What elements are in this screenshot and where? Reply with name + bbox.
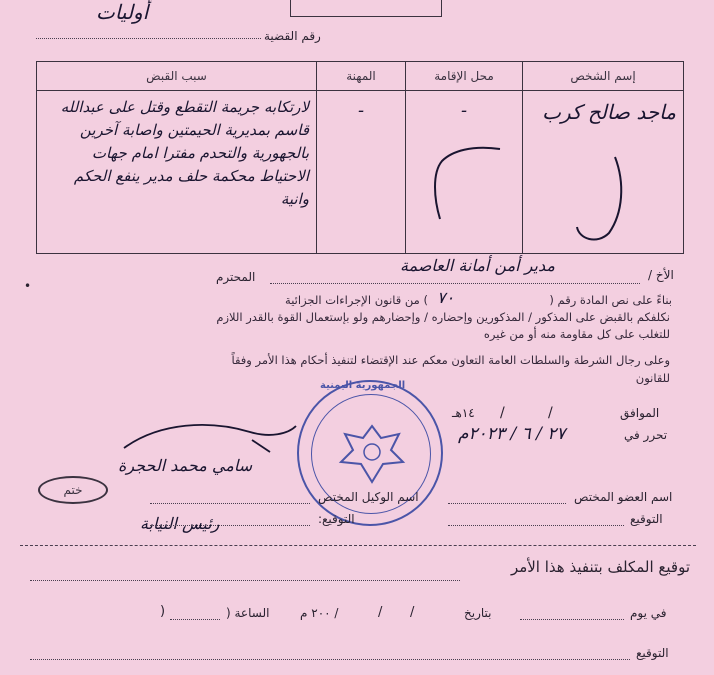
execution-title: توقيع المكلف بتنفيذ هذا الأمر [510,558,690,576]
cell-residence [406,91,523,254]
header-box [290,0,442,17]
execution-title-dots [30,580,460,581]
official-seal [297,380,443,526]
prosecutor-signature-label: التوقيع: [318,512,355,526]
stamp-oval: ختم [38,476,108,504]
header-fragment: أوليات [96,0,149,24]
cell-arrest-reason [37,91,317,254]
prosecutor-label: اسم الوكيل المختص [318,490,419,504]
person-cell-scribble [563,153,633,243]
body-line2: نكلفكم بالقبض على المذكور / المذكورين وإحضاره / وإحضارهم ولو بإستعمال القوة بالقدر اللازم [216,310,670,324]
execution-year: / ٢٠٠ م [300,606,339,620]
hijri-suffix: ١٤هـ [452,406,475,420]
article-number: ٧٠ [437,288,455,307]
arrest-table [36,61,684,254]
execution-day-dots [520,619,624,620]
body-line1-pre: بناءً على نص المادة رقم ( [549,293,672,307]
body-line4: وعلى رجال الشرطة والسلطات العامة التعاون معكم عند الإقتضاء لتنفيذ أحكام هذا الأمر وفقاً [231,353,670,367]
cell-profession [317,91,406,254]
execution-time-dots [170,619,220,620]
issued-date: ٢٧ / ٦ / ٢٠٢٣م [458,424,566,444]
margin-dot: • [24,279,32,293]
member-signature-label: التوقيع [630,512,663,526]
header-arrest-reason: سبب القبض [37,62,317,91]
person-name-handwriting: ماجد صالح كرب [542,100,676,124]
addressee-dots [270,283,640,284]
header-person-name: إسم الشخص [523,62,684,91]
member-signature-dots [448,525,624,526]
arrest-reason-handwriting: لارتكابه جريمة التقطع وقتل على عبدالله قاسم بمديرية الحيمتين واصابة آخرين بالجهورية والتحدم مفترا امام جهات الاحتياط محكمة حلف مدير ينفع الحكم وانية [60,98,309,208]
execution-day-label: في يوم [630,606,667,620]
body-line5: للقانون [635,371,670,385]
prosecutor-signature-dots [150,525,310,526]
signature-scribble [120,418,300,458]
execution-signature-dots [30,659,630,660]
corresponding-label: الموافق [620,406,660,420]
issued-label: تحرر في [624,428,668,442]
prosecutor-dots [150,503,310,504]
brother-label: الأخ / [648,268,674,282]
header-residence: محل الإقامة [406,62,523,91]
case-number-label: رقم القضية [264,29,321,43]
prosecutor-handwritten-title: رئيس النيابة [140,514,220,533]
body-line3: للتغلب على كل مقاومة منه أو من غيره [483,327,670,341]
seal-text: الجمهورية اليمنية [320,380,406,391]
cell-person-name [523,91,684,254]
execution-signature-label: التوقيع [636,646,669,660]
member-dots [448,503,566,504]
header-profession: المهنة [317,62,406,91]
respected-label: المحترم [216,270,256,284]
prosecutor-handwritten-name: سامي محمد الحجرة [118,456,253,475]
member-label: اسم العضو المختص [574,490,673,504]
execution-date-label: بتاريخ [464,606,492,620]
residence-cell-scribble [422,143,502,223]
residence-value: - [460,100,468,121]
case-number-dots [36,38,261,39]
profession-value: - [357,100,365,121]
eagle-emblem-icon [337,422,407,486]
section-divider [20,545,696,546]
body-line1-post: ) من قانون الإجراءات الجزائية [285,293,428,307]
addressee-handwriting: مدير أمن أمانة العاصمة [400,256,555,275]
execution-time-label: الساعة ( [226,606,270,620]
